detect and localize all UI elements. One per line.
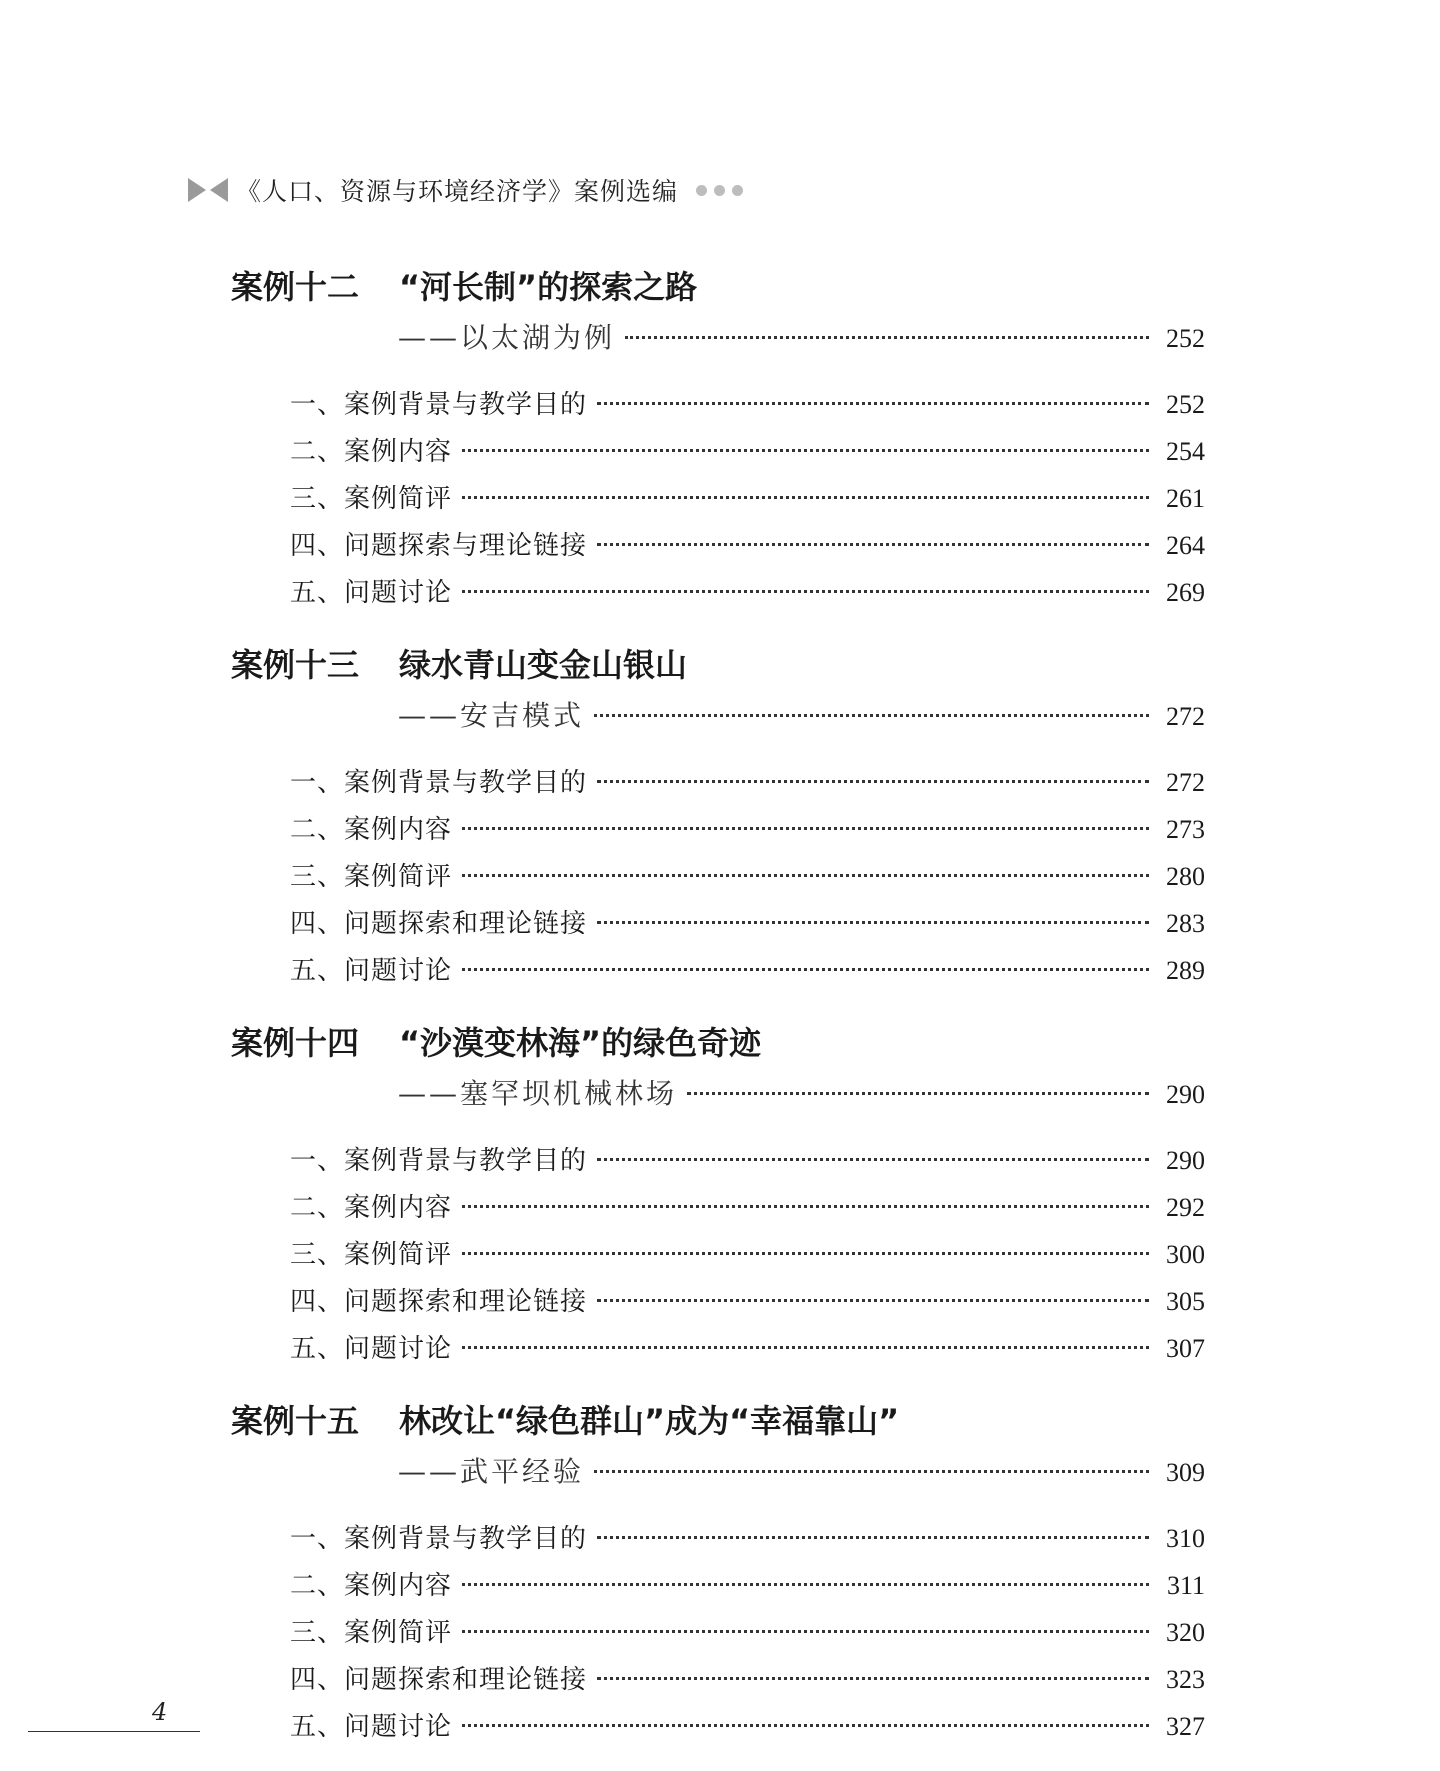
bowtie-ornament-icon — [188, 178, 228, 202]
page-number: 305 — [1166, 1287, 1205, 1316]
toc-item[interactable] — [290, 1140, 1205, 1177]
toc-item-label: 二、案例内容 — [290, 815, 453, 845]
toc-item-label: 三、案例简评 — [290, 1240, 453, 1270]
dot-leader — [687, 1092, 1149, 1095]
toc-item[interactable] — [290, 1612, 1205, 1649]
case-heading[interactable] — [231, 1396, 899, 1442]
case-subtitle: ——塞罕坝机械林场 — [398, 1077, 678, 1110]
toc-item-label: 五、问题讨论 — [290, 578, 453, 608]
toc-item[interactable] — [290, 1706, 1205, 1743]
toc-item-label: 四、问题探索和理论链接 — [290, 909, 588, 939]
dot-leader — [597, 921, 1149, 924]
case-heading[interactable] — [231, 1018, 761, 1064]
dot-leader — [597, 1677, 1149, 1680]
toc-item-label: 一、案例背景与教学目的 — [290, 390, 588, 420]
toc-item[interactable] — [290, 431, 1205, 468]
page-number: 307 — [1166, 1334, 1205, 1363]
toc-item[interactable] — [290, 1234, 1205, 1271]
case-subtitle: ——武平经验 — [398, 1455, 585, 1488]
toc-item[interactable] — [290, 856, 1205, 893]
toc-item-label: 四、问题探索与理论链接 — [290, 531, 588, 561]
case-title: 林改让“绿色群山”成为“幸福靠山” — [399, 1402, 900, 1440]
toc-item[interactable] — [290, 1659, 1205, 1696]
page-number: 269 — [1166, 578, 1205, 607]
case-subtitle-entry[interactable] — [398, 694, 1205, 734]
page-number: 289 — [1166, 956, 1205, 985]
page-number: 290 — [1166, 1146, 1205, 1175]
toc-item-label: 一、案例背景与教学目的 — [290, 1146, 588, 1176]
case-subtitle-entry[interactable] — [398, 316, 1205, 356]
page-number: 252 — [1166, 324, 1205, 353]
case-heading[interactable] — [231, 640, 687, 686]
toc-item[interactable] — [290, 1328, 1205, 1365]
toc-item[interactable] — [290, 809, 1205, 846]
dot-leader — [462, 968, 1149, 971]
case-title: “河长制”的探索之路 — [399, 268, 698, 306]
dot-leader — [462, 496, 1149, 499]
toc-item[interactable] — [290, 525, 1205, 562]
case-title: “沙漠变林海”的绿色奇迹 — [399, 1024, 762, 1062]
dot-leader — [594, 714, 1149, 717]
page-number: 323 — [1166, 1665, 1205, 1694]
toc-item[interactable] — [290, 1187, 1205, 1224]
dot-leader — [462, 1205, 1149, 1208]
page-number: 261 — [1166, 484, 1205, 513]
toc-item[interactable] — [290, 572, 1205, 609]
case-number: 案例十五 — [231, 1402, 360, 1440]
page-number: 254 — [1166, 437, 1205, 466]
case-subtitle-entry[interactable] — [398, 1072, 1205, 1112]
dot-leader — [597, 1536, 1149, 1539]
dot-leader — [462, 1630, 1149, 1633]
page-number: 310 — [1166, 1524, 1205, 1553]
page-number: 272 — [1166, 768, 1205, 797]
dot-leader — [625, 336, 1149, 339]
case-subtitle: ——安吉模式 — [398, 699, 585, 732]
dot-icon — [732, 185, 743, 196]
dot-icon — [696, 185, 707, 196]
dot-leader — [597, 543, 1149, 546]
toc-item-label: 五、问题讨论 — [290, 956, 453, 986]
running-header — [188, 170, 743, 210]
toc-item-label: 二、案例内容 — [290, 1193, 453, 1223]
dot-leader — [462, 827, 1149, 830]
dot-leader — [462, 1724, 1149, 1727]
toc-item-label: 三、案例简评 — [290, 862, 453, 892]
case-number: 案例十三 — [231, 646, 360, 684]
dot-leader — [462, 449, 1149, 452]
dot-leader — [462, 1583, 1149, 1586]
page-number: 273 — [1166, 815, 1205, 844]
toc-item-label: 二、案例内容 — [290, 437, 453, 467]
toc-item-label: 二、案例内容 — [290, 1571, 453, 1601]
toc-item-label: 四、问题探索和理论链接 — [290, 1287, 588, 1317]
dot-icon — [714, 185, 725, 196]
dot-leader — [597, 1299, 1149, 1302]
dot-leader — [462, 590, 1149, 593]
page-number: 327 — [1166, 1712, 1205, 1741]
toc-item-label: 五、问题讨论 — [290, 1712, 453, 1742]
toc-item[interactable] — [290, 762, 1205, 799]
page-number: 290 — [1166, 1080, 1205, 1109]
dot-leader — [597, 1158, 1149, 1161]
toc-item[interactable] — [290, 903, 1205, 940]
case-title: 绿水青山变金山银山 — [399, 646, 688, 684]
page-number: 252 — [1166, 390, 1205, 419]
running-header-title: 《人口、资源与环境经济学》案例选编 — [236, 177, 679, 206]
toc-item-label: 三、案例简评 — [290, 1618, 453, 1648]
toc-item[interactable] — [290, 950, 1205, 987]
page-number: 292 — [1166, 1193, 1205, 1222]
toc-item-label: 四、问题探索和理论链接 — [290, 1665, 588, 1695]
case-heading[interactable] — [231, 262, 697, 308]
page-number: 309 — [1166, 1458, 1205, 1487]
page-number: 272 — [1166, 702, 1205, 731]
page-number: 300 — [1166, 1240, 1205, 1269]
case-subtitle-entry[interactable] — [398, 1450, 1205, 1490]
folio-rule — [28, 1731, 200, 1732]
dot-leader — [462, 1252, 1149, 1255]
toc-item-label: 三、案例简评 — [290, 484, 453, 514]
page-number: 283 — [1166, 909, 1205, 938]
dot-leader — [462, 874, 1149, 877]
page-number: 311 — [1166, 1571, 1205, 1600]
header-dots-ornament — [696, 185, 743, 196]
page-number: 280 — [1166, 862, 1205, 891]
case-subtitle: ——以太湖为例 — [398, 321, 616, 354]
toc-item[interactable] — [290, 1281, 1205, 1318]
toc-item-label: 一、案例背景与教学目的 — [290, 768, 588, 798]
dot-leader — [462, 1346, 1149, 1349]
toc-item-label: 一、案例背景与教学目的 — [290, 1524, 588, 1554]
page-number: 320 — [1166, 1618, 1205, 1647]
toc-item[interactable] — [290, 1565, 1205, 1602]
case-number: 案例十二 — [231, 268, 360, 306]
toc-item-label: 五、问题讨论 — [290, 1334, 453, 1364]
case-number: 案例十四 — [231, 1024, 360, 1062]
dot-leader — [594, 1470, 1149, 1473]
toc-item[interactable] — [290, 384, 1205, 421]
page-number: 264 — [1166, 531, 1205, 560]
toc-item[interactable] — [290, 478, 1205, 515]
dot-leader — [597, 402, 1149, 405]
folio-page-number: 4 — [152, 1698, 168, 1726]
dot-leader — [597, 780, 1149, 783]
toc-item[interactable] — [290, 1518, 1205, 1555]
